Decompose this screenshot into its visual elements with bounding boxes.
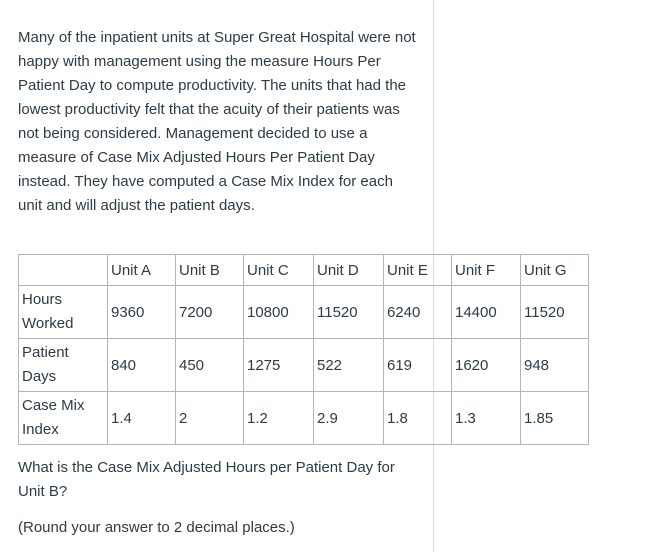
table-cell: 9360 [108, 286, 176, 339]
table-cell: 11520 [314, 286, 384, 339]
header-cell-unit-a: Unit A [108, 255, 176, 286]
table-cell: 14400 [452, 286, 521, 339]
header-cell-unit-c: Unit C [244, 255, 314, 286]
row-label-patient-days: Patient Days [19, 339, 108, 392]
table-cell: 1.4 [108, 392, 176, 445]
table-cell: 619 [384, 339, 452, 392]
table-row-case-mix-index [19, 392, 589, 445]
header-cell-unit-f: Unit F [452, 255, 521, 286]
header-cell-unit-e: Unit E [384, 255, 452, 286]
table-cell: 7200 [176, 286, 244, 339]
table-row-patient-days [19, 339, 589, 392]
table-cell: 450 [176, 339, 244, 392]
table-cell: 1.85 [521, 392, 589, 445]
table-row-hours-worked [19, 286, 589, 339]
header-cell-unit-g: Unit G [521, 255, 589, 286]
table-cell: 2.9 [314, 392, 384, 445]
table-cell: 522 [314, 339, 384, 392]
header-cell-unit-b: Unit B [176, 255, 244, 286]
unit-data-table [18, 254, 589, 445]
table-cell: 10800 [244, 286, 314, 339]
table-cell: 6240 [384, 286, 452, 339]
row-label-hours-worked: Hours Worked [19, 286, 108, 339]
table-cell: 11520 [521, 286, 589, 339]
row-label-case-mix-index: Case Mix Index [19, 392, 108, 445]
table-cell: 948 [521, 339, 589, 392]
question-text: What is the Case Mix Adjusted Hours per Patient Day for Unit B? [18, 459, 395, 500]
problem-intro: Many of the inpatient units at Super Great Hospital were not happy with management using the measure Hours Per Patient Day to compute productivity. The units that had the lowest productivity felt that the acuity of their patients was not being considered. Management decided to use a measure of Case Mix Adjusted Hours Per Patient Day instead. They have computed a Case Mix Index for each unit and will adjust the patient days. [18, 29, 416, 214]
header-cell-unit-d: Unit D [314, 255, 384, 286]
header-cell-empty [19, 255, 108, 286]
rounding-instruction: (Round your answer to 2 decimal places.) [18, 519, 295, 536]
table-cell: 840 [108, 339, 176, 392]
table-cell: 2 [176, 392, 244, 445]
table-header-row [19, 255, 589, 286]
table-cell: 1.2 [244, 392, 314, 445]
table-cell: 1620 [452, 339, 521, 392]
table-cell: 1.8 [384, 392, 452, 445]
table-cell: 1275 [244, 339, 314, 392]
table-cell: 1.3 [452, 392, 521, 445]
